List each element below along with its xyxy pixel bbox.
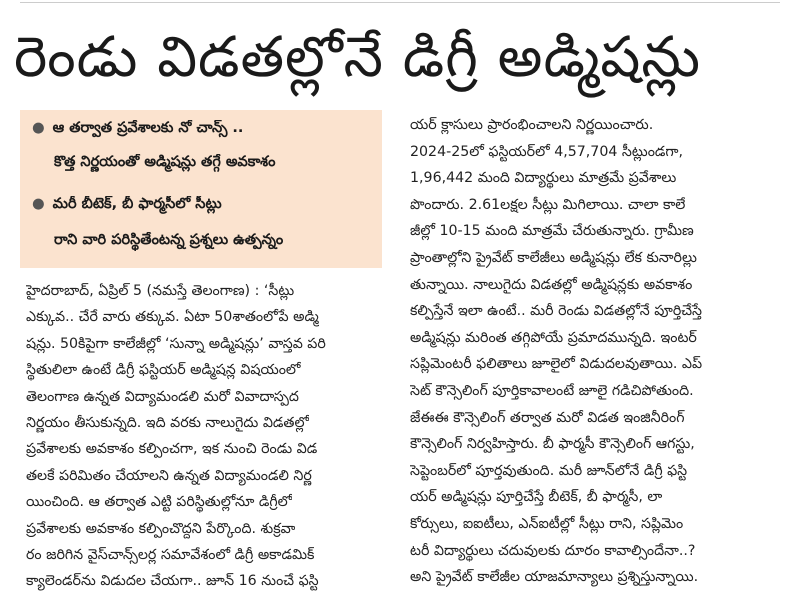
paragraph-line: రం జరిగిన వైస్‌చాన్స్‌లర్ల సమావేశంలో డిగ్రీ అకాడమిక్ — [26, 547, 315, 563]
highlight-1-line-1 — [32, 120, 378, 140]
paragraph-line: పొందారు. 2.61లక్షల సీట్లు మిగిలాయి. చాలా కాలే — [410, 196, 686, 213]
paragraph-line: 2024-25లో ఫస్టియర్‌లో 4,57,704 సీట్లుండగా, — [410, 143, 683, 160]
paragraph-line: తలకే పరిమితం చేయాలని ఉన్నత విద్యామండలి నిర్ణ — [26, 467, 312, 484]
paragraph-line: టరీ విద్యార్థులు చదువులకు దూరం కావాల్సిందేనా..? — [410, 542, 696, 559]
right-column — [410, 112, 780, 593]
paragraph-line: తెలంగాణ ఉన్నత విద్యామండలి మరో వివాదాస్పద — [26, 388, 299, 405]
paragraph-line: యించింది. ఆ తర్వాత ఎట్టి పరిస్థితుల్లోనూ డిగ్రీలో — [26, 494, 293, 511]
headline: రెండు విడతల్లోనే డిగ్రీ అడ్మిషన్లు — [14, 25, 702, 90]
paragraph-line: సెట్ కౌన్సెలింగ్ పూర్తికావాలంటే జూలై గడిచిపోతుంది. — [410, 383, 694, 399]
paragraph-line: ప్రవేశాలకు అవకాశం కల్పించగా, ఇక నుంచి రెండు విడ — [26, 441, 318, 458]
paragraph-line: కోర్సులు, ఐఐటీలు, ఎన్‌ఐటీల్లో సీట్లు రాని, సప్లిమెం — [410, 516, 684, 532]
paragraph-line: యర్ క్లాసులు ప్రారంభించాలని నిర్ణయించారు. — [410, 117, 654, 133]
paragraph-line: తున్నాయి. నాలుగైదు విడతల్లో అడ్మిషన్లకు అవకాశం — [410, 276, 693, 293]
paragraph-line: 1,96,442 మంది విద్యార్థులు మాత్రమే ప్రవేశాలు — [410, 170, 677, 187]
paragraph-line: కౌన్సెలింగ్ నిర్వహిస్తారు. బీ ఫార్మసీ కౌన్సెలింగ్ ఆగస్టు, — [410, 436, 695, 453]
paragraph-line: సప్లిమెంటరీ ఫలితాలు జూలైలో విడుదలవుతాయి. ఎప్ — [410, 356, 703, 373]
bullet-icon: ● — [32, 196, 45, 212]
paragraph-line: ప్రాంతాల్లోని ప్రైవేట్ కాలేజీలు అడ్మిషన్లు లేక కునారిల్లు — [410, 250, 697, 266]
paragraph-line: ఎక్కువ.. చేరే వారు తక్కువ. ఏటా 50శాతంలోపే అడ్మి — [26, 309, 319, 326]
paragraph-line: క్యాలెండర్‌ను విడుదల చేయగా.. జూన్ 16 నుంచే ఫస్టి — [26, 573, 319, 590]
paragraph-line: షన్లు. 50కిపైగా కాలేజీల్లో ‘సున్నా అడ్మిషన్లు’ వాస్తవ పరి — [26, 335, 326, 352]
paragraph-line: సెప్టెంబర్‌లో పూర్తవుతుంది. మరీ జూన్‌లోనే డిగ్రీ ఫస్టి — [410, 462, 688, 479]
paragraph-line: స్థితులిలా ఉంటే డిగ్రీ ఫస్టియర్ అడ్మిషన్ల విషయంలో — [26, 362, 301, 379]
bullet-icon: ● — [32, 120, 45, 136]
paragraph-line: ప్రవేశాలకు అవకాశం కల్పించొద్దని పేర్కొంది. శుక్రవా — [26, 520, 296, 537]
paragraph-line: నిర్ణయం తీసుకున్నది. ఇది వరకు నాలుగైదు విడతల్లో — [26, 415, 310, 431]
highlight-2-line-1 — [32, 196, 378, 216]
highlights-box — [20, 110, 382, 268]
top-rule — [20, 2, 780, 3]
highlight-1-line-2 — [32, 154, 378, 174]
highlight-text: మరీ బీటెక్, బీ ఫార్మసీలో సీట్లు — [52, 196, 222, 212]
paragraph-line: హైదరాబాద్, ఏప్రిల్ 5 (నమస్తే తెలంగాణ) : ‘సీట్లు — [26, 283, 295, 299]
paragraph-line: కల్పిస్తేనే ఇలా ఉంటే.. మరీ రెండు విడతల్లోనే పూర్తిచేస్తే — [410, 303, 703, 320]
highlight-text: రాని వారి పరిస్థితేంటన్న ప్రశ్నలు ఉత్పన్నం — [54, 232, 284, 248]
paragraph-line: జీల్లో 10-15 మంది మాత్రమే చేరుతున్నారు. గ్రామీణ — [410, 223, 694, 240]
highlight-2-line-2 — [32, 232, 378, 252]
paragraph-line: అని ప్రైవేట్ కాలేజీల యాజమాన్యాలు ప్రశ్నిస్తున్నాయి. — [410, 569, 699, 586]
paragraph-line: జేఈఈ కౌన్సెలింగ్ తర్వాత మరో విడత ఇంజినీరింగ్ — [410, 409, 685, 426]
highlight-text: ఆ తర్వాత ప్రవేశాలకు నో చాన్స్ .. — [52, 120, 244, 136]
left-column — [26, 278, 382, 593]
paragraph-line: యర్ అడ్మిషన్లు పూర్తిచేస్తే బీటెక్, బీ ఫార్మసీ, లా — [410, 489, 663, 506]
paragraph-line: అడ్మిషన్లు మరింత తగ్గిపోయే ప్రమాదమున్నది. ఇంటర్ — [410, 329, 697, 346]
highlight-text: కొత్త నిర్ణయంతో అడ్మిషన్లు తగ్గే అవకాశం — [54, 154, 276, 170]
